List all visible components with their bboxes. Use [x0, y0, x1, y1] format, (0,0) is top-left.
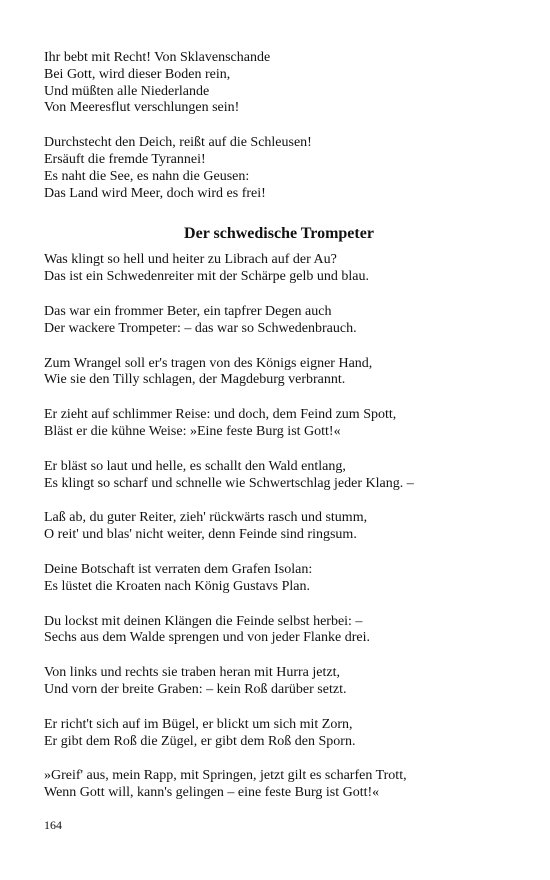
poem-stanza-10	[44, 717, 514, 751]
verse-line: Es naht die See, es nahn die Geusen:	[44, 168, 250, 184]
verse-line: Das ist ein Schwedenreiter mit der Schärpe gelb und blau.	[44, 269, 370, 285]
poem-stanza-8	[44, 614, 514, 648]
verse-line: O reit' und blas' nicht weiter, denn Feinde sind ringsum.	[44, 527, 357, 543]
poem-stanza-9	[44, 665, 514, 699]
verse-line: Durchstecht den Deich, reißt auf die Schleusen!	[44, 135, 312, 151]
verse-line: Laß ab, du guter Reiter, zieh' rückwärts rasch und stumm,	[44, 510, 368, 526]
verse-line: Ersäuft die fremde Tyrannei!	[44, 151, 206, 167]
verse-line: Er richt't sich auf im Bügel, er blickt um sich mit Zorn,	[44, 716, 353, 732]
verse-line: Wie sie den Tilly schlagen, der Magdeburg verbrannt.	[44, 372, 346, 388]
verse-line: Und vorn der breite Graben: – kein Roß darüber setzt.	[44, 681, 347, 697]
verse-line: Und müßten alle Niederlande	[44, 83, 210, 99]
poem-stanza-4	[44, 407, 514, 441]
verse-line: Bei Gott, wird dieser Boden rein,	[44, 66, 231, 82]
verse-line: Er bläst so laut und helle, es schallt den Wald entlang,	[44, 458, 346, 474]
poem-stanza-3	[44, 356, 514, 390]
verse-line: Zum Wrangel soll er's tragen von des Königs eigner Hand,	[44, 355, 373, 371]
verse-line: Er zieht auf schlimmer Reise: und doch, dem Feind zum Spott,	[44, 407, 397, 423]
poem-title: Der schwedische Trompeter	[184, 225, 374, 243]
poem-stanza-7	[44, 562, 514, 596]
verse-line: Das war ein frommer Beter, ein tapfrer Degen auch	[44, 303, 332, 319]
verse-line: Es lüstet die Kroaten nach König Gustavs Plan.	[44, 578, 310, 594]
verse-line: Der wackere Trompeter: – das war so Schwedenbrauch.	[44, 320, 357, 336]
verse-line: Was klingt so hell und heiter zu Librach auf der Au?	[44, 252, 337, 268]
verse-line: Er gibt dem Roß die Zügel, er gibt dem Roß den Sporn.	[44, 733, 356, 749]
poem-stanza-2	[44, 304, 514, 338]
poem-stanza-5	[44, 459, 514, 493]
verse-line: »Greif' aus, mein Rapp, mit Springen, jetzt gilt es scharfen Trott,	[44, 768, 407, 784]
verse-line: Deine Botschaft ist verraten dem Grafen Isolan:	[44, 561, 313, 577]
poem-stanza-11	[44, 768, 514, 802]
verse-line: Wenn Gott will, kann's gelingen – eine feste Burg ist Gott!«	[44, 785, 380, 801]
verse-line: Du lockst mit deinen Klängen die Feinde selbst herbei: –	[44, 613, 363, 629]
verse-line: Das Land wird Meer, doch wird es frei!	[44, 185, 266, 201]
verse-line: Von Meeresflut verschlungen sein!	[44, 100, 240, 116]
verse-line: Ihr bebt mit Recht! Von Sklavenschande	[44, 50, 271, 65]
verse-line: Sechs aus dem Walde sprengen und von jeder Flanke drei.	[44, 630, 370, 646]
verse-line: Es klingt so scharf und schnelle wie Schwertschlag jeder Klang. –	[44, 475, 414, 491]
poem-stanza-6	[44, 510, 514, 544]
verse-line: Von links und rechts sie traben heran mit Hurra jetzt,	[44, 665, 340, 681]
poem-stanza-1	[44, 252, 514, 286]
intro-stanza-2	[44, 135, 514, 202]
page-body	[44, 50, 514, 820]
page-number: 164	[44, 818, 62, 832]
verse-line: Bläst er die kühne Weise: »Eine feste Burg ist Gott!«	[44, 423, 341, 439]
intro-stanza-1	[44, 50, 514, 117]
